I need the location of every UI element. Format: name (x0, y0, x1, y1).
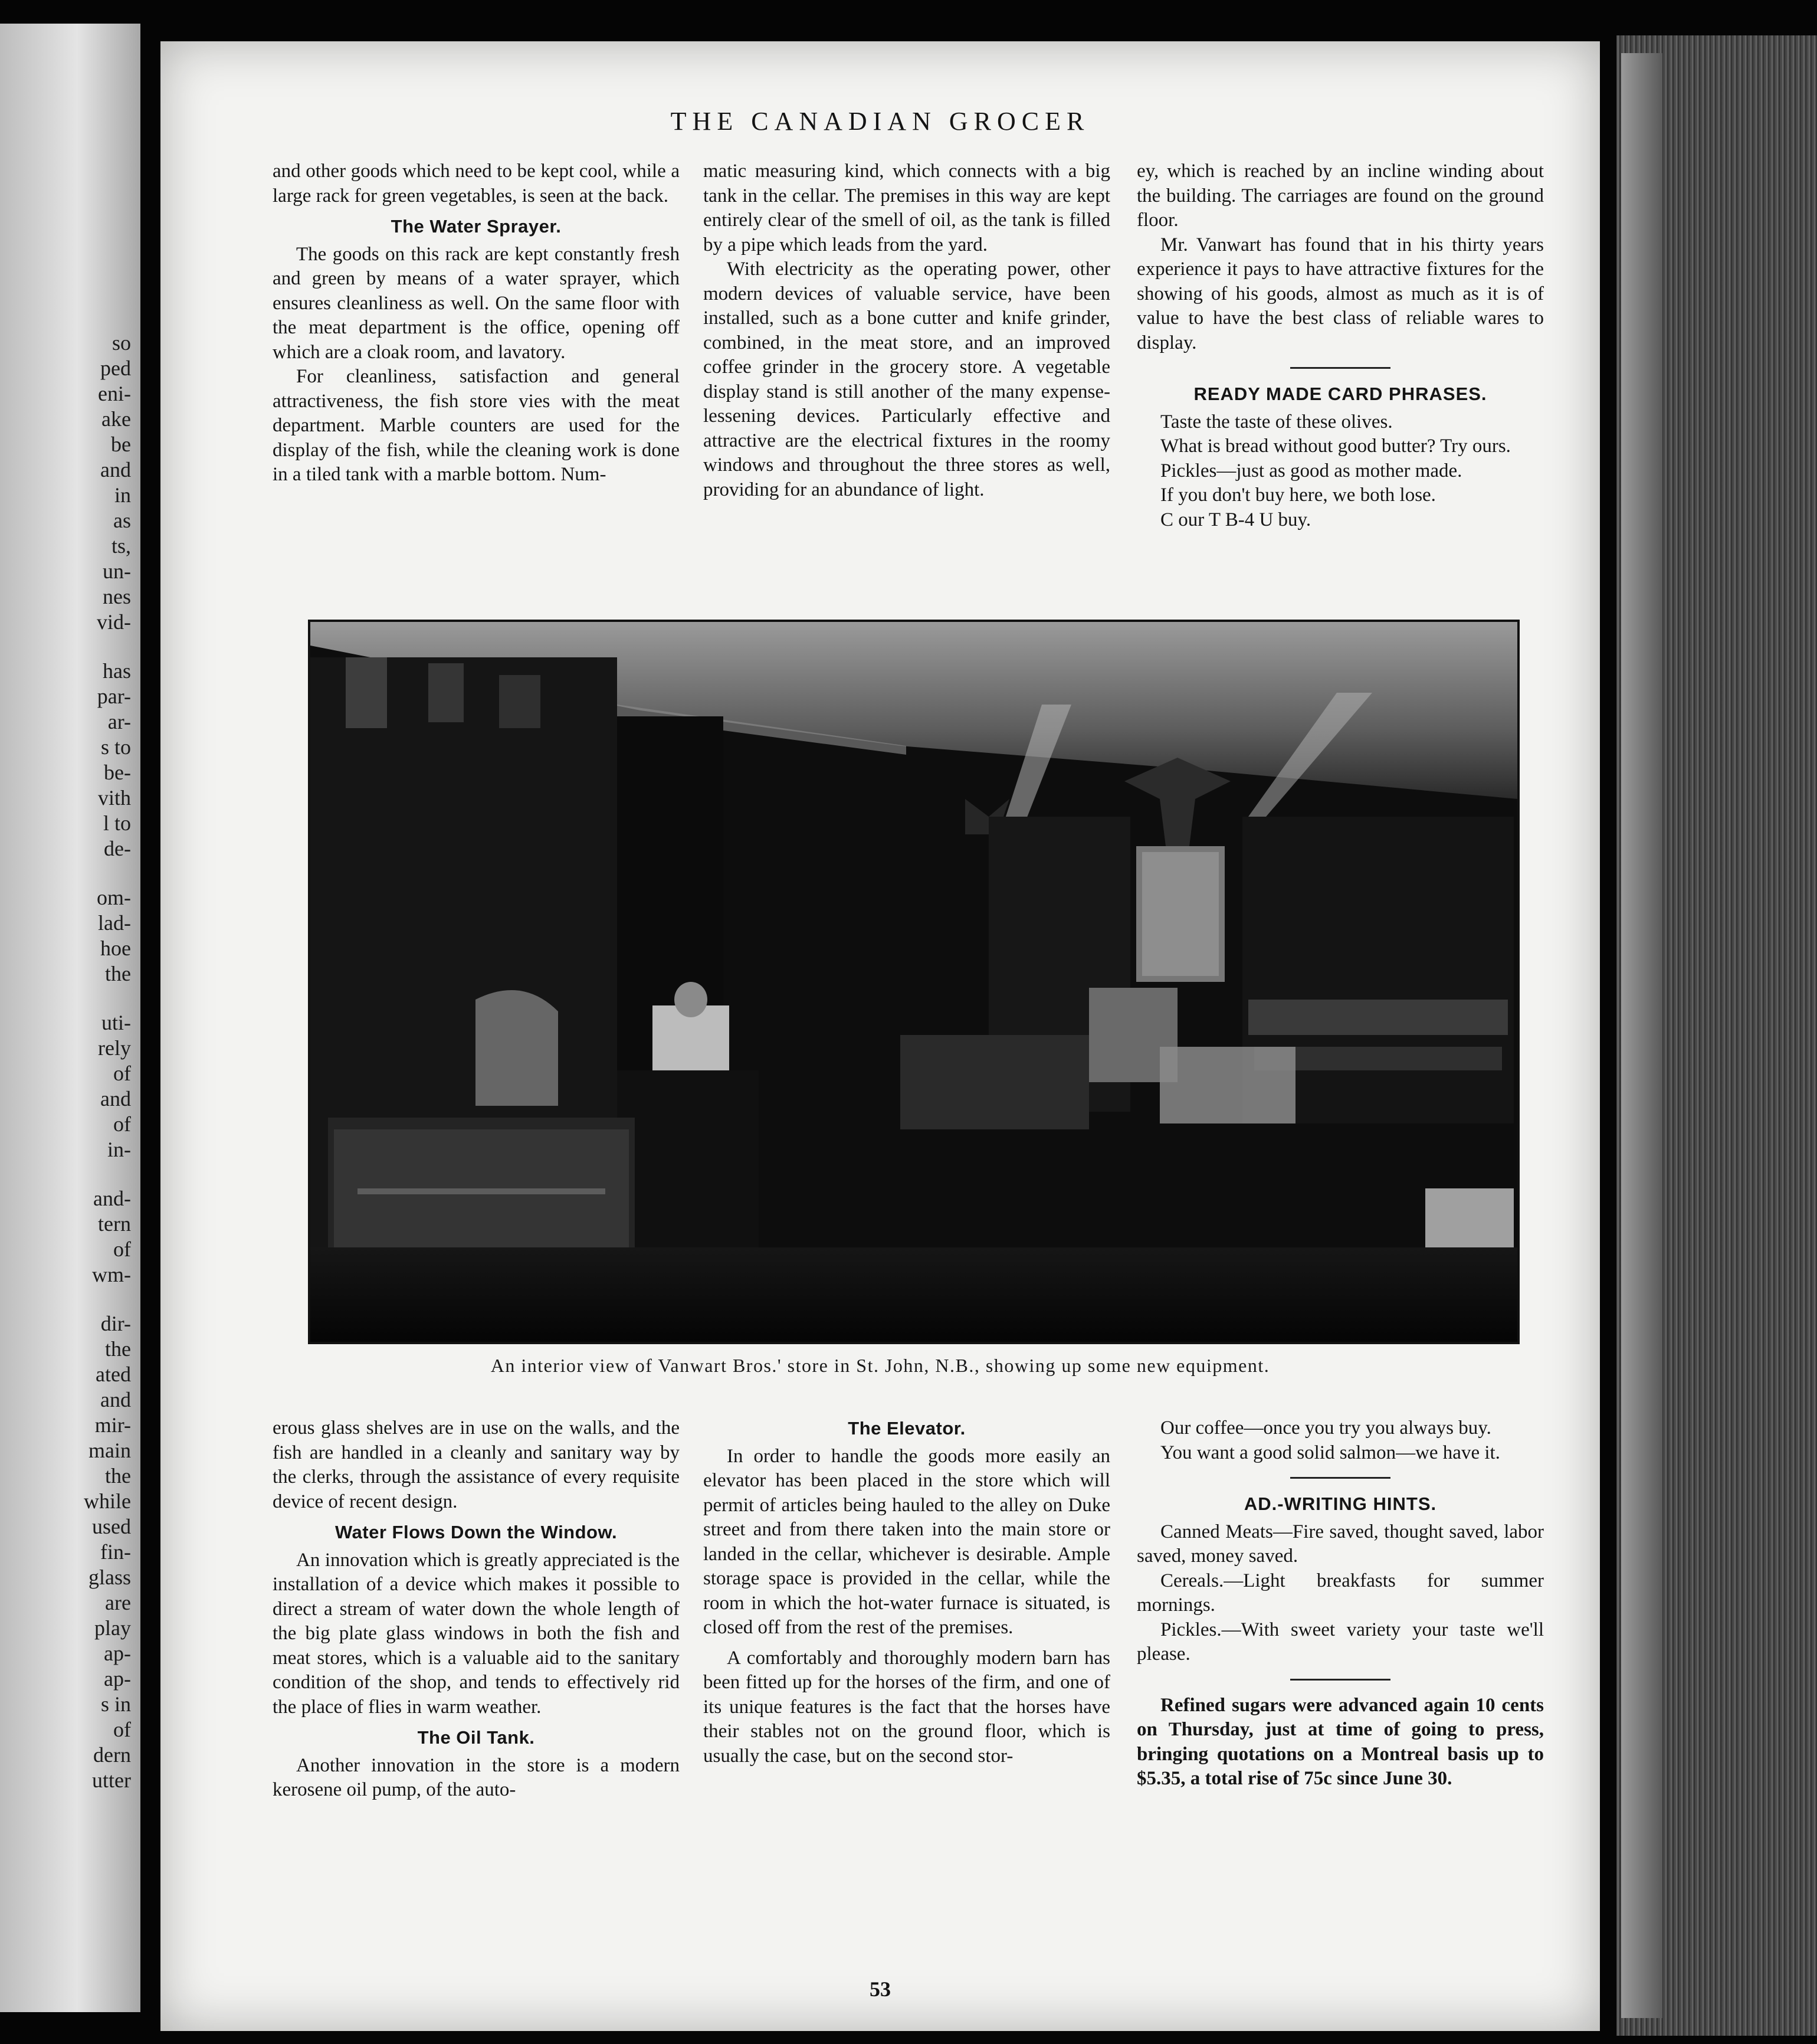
left-page-word-fragment: fin- (100, 1540, 131, 1564)
card-phrase: Pickles—just as good as mother made. (1160, 460, 1462, 481)
left-page-word-fragment: vith (97, 786, 131, 810)
left-page-word-fragment: om- (97, 886, 131, 909)
section-rule (1290, 1477, 1390, 1479)
left-page-word-fragment: wm- (92, 1263, 131, 1286)
paragraph: The goods on this rack are kept constantly fresh and green by means of a water sprayer, which ensures cleanliness as well. On the same floor with the meat department is the office, opening off which are a cloak room, and lavatory. (273, 243, 680, 363)
left-page-word-fragment: dern (93, 1743, 131, 1767)
photo-caption: An interior view of Vanwart Bros.' store in St. John, N.B., showing up some new equipment. (490, 1355, 1270, 1376)
card-phrase: Taste the taste of these olives. (1160, 411, 1393, 433)
section-heading: The Oil Tank. (417, 1727, 535, 1748)
left-page-word-fragment: nes (103, 585, 131, 608)
sugar-price-note: Refined sugars were advanced again 10 cents on Thursday, just at time of going to press, bringing quotations on a Montreal basis up to $5.35, a total rise of 75c since June 30. (1137, 1694, 1544, 1789)
section-heading: The Water Sprayer. (391, 216, 562, 237)
left-page-word-fragment: of (113, 1237, 131, 1261)
left-page-word-fragment: glass (88, 1565, 131, 1589)
card-phrase: You want a good solid salmon—we have it. (1160, 1442, 1500, 1463)
left-page-word-fragment: ap- (104, 1642, 131, 1665)
left-page-word-fragment: in- (107, 1138, 131, 1161)
left-page-word-fragment: be- (104, 761, 131, 784)
left-page-word-fragment: the (105, 1337, 131, 1361)
magazine-page (160, 41, 1600, 2031)
bottom-column-1 (273, 1416, 680, 1803)
left-page-word-fragment: ar- (107, 710, 131, 733)
paragraph: In order to handle the goods more easily an elevator has been placed in the store which will permit of articles being hauled to the alley on Duke street and from there taken into the main store or landed in the cellar, whichever is desirable. Ample storage space is provided in the cellar, while the room in which the hot-water furnace is situated, is closed off from the rest of the premises. (703, 1445, 1110, 1638)
top-column-1 (273, 159, 680, 487)
left-page-word-fragment: and (100, 458, 131, 481)
left-page-word-fragment: ated (96, 1362, 131, 1386)
left-page-word-fragment: dir- (100, 1312, 131, 1335)
left-page-word-fragment: play (94, 1616, 131, 1640)
left-page-word-fragment: and- (93, 1187, 131, 1210)
left-page-word-fragment: and (100, 1087, 131, 1111)
left-page-word-fragment: mir- (94, 1413, 131, 1437)
left-page-word-fragment: has (103, 659, 131, 683)
section-heading: AD.-WRITING HINTS. (1244, 1493, 1437, 1514)
book-spine-shadow (1621, 53, 1662, 2018)
left-page-word-fragment: par- (97, 684, 131, 708)
section-rule (1290, 367, 1390, 369)
left-page-word-fragment: so (111, 331, 131, 355)
paragraph: Another innovation in the store is a modern kerosene oil pump, of the auto- (273, 1754, 680, 1800)
card-phrase: C our T B-4 U buy. (1160, 509, 1311, 530)
bottom-column-2 (703, 1416, 1110, 1768)
running-head: THE CANADIAN GROCER (670, 107, 1090, 136)
left-page-word-fragment: s in (100, 1692, 131, 1716)
section-heading: Water Flows Down the Window. (334, 1522, 618, 1542)
left-page-word-fragment: are (105, 1591, 131, 1614)
page-number: 53 (870, 1977, 891, 2001)
left-page-word-fragment: vid- (97, 610, 131, 634)
section-rule (1290, 1679, 1390, 1681)
left-page-word-fragment: ts, (111, 534, 131, 558)
ad-hint: Cereals.—Light breakfasts for summer mornings. (1137, 1570, 1544, 1616)
left-page-word-fragment: ped (100, 356, 131, 380)
section-heading: The Elevator. (848, 1418, 966, 1439)
card-phrase: Our coffee—once you try you always buy. (1160, 1417, 1491, 1439)
left-page-word-fragment: while (84, 1489, 131, 1513)
left-page-word-fragment: in (114, 483, 131, 507)
top-column-3 (1137, 159, 1544, 532)
left-page-word-fragment: and (100, 1388, 131, 1411)
paragraph: matic measuring kind, which connects with a big tank in the cellar. The premises in this way are kept entirely clear of the smell of oil, as the tank is filled by a pipe which leads from the yard. (703, 160, 1110, 255)
paragraph: An innovation which is greatly appreciated is the installation of a device which makes it possible to direct a stream of water down the whole length of the big plate glass windows in both the fish and meat stores, which is a valuable aid to the sanitary condition of the shop, and tends to effectively rid the place of flies in warm weather. (273, 1549, 680, 1718)
paragraph: Mr. Vanwart has found that in his thirty years experience it pays to have attractive fixtures for the showing of his goods, almost as much as it is of value to have the best class of reliable wares to display. (1137, 234, 1544, 353)
left-page-word-fragment: main (88, 1439, 131, 1462)
left-page-word-fragment: un- (103, 559, 131, 583)
store-interior-photo (308, 620, 1520, 1344)
left-page-word-fragment: eni- (98, 382, 131, 405)
left-page-word-fragment: l to (103, 811, 131, 835)
left-page-word-fragment: ap- (104, 1667, 131, 1691)
card-phrase: If you don't buy here, we both lose. (1160, 484, 1436, 506)
left-page-word-fragment: of (113, 1112, 131, 1136)
top-column-2 (703, 159, 1110, 502)
ad-hint: Canned Meats—Fire saved, thought saved, labor saved, money saved. (1137, 1521, 1544, 1567)
bottom-column-3 (1137, 1416, 1544, 1791)
left-page-word-fragment: ake (101, 407, 131, 431)
left-page-word-fragment: of (113, 1062, 131, 1085)
paragraph: A comfortably and thoroughly modern barn has been fitted up for the horses of the firm, and one of its unique features is the fact that the horses have their stables not on the ground floor, which is usually the case, but on the second stor- (703, 1647, 1110, 1767)
left-page-word-fragment: tern (98, 1212, 131, 1236)
previous-page-edge (0, 24, 140, 2012)
left-page-word-fragment: be (111, 433, 131, 456)
left-page-word-fragment: lad- (98, 911, 131, 935)
section-heading: READY MADE CARD PHRASES. (1193, 384, 1487, 404)
left-page-word-fragment: de- (104, 837, 131, 860)
card-phrase: What is bread without good butter? Try ours. (1160, 435, 1511, 457)
paragraph: and other goods which need to be kept cool, while a large rack for green vegetables, is seen at the back. (273, 160, 680, 207)
left-page-word-fragment: the (105, 1464, 131, 1488)
left-page-word-fragment: utter (92, 1768, 131, 1792)
left-page-word-fragment: s to (100, 735, 131, 759)
left-page-word-fragment: uti- (101, 1011, 131, 1034)
left-page-word-fragment: hoe (100, 936, 131, 960)
left-page-word-fragment: of (113, 1718, 131, 1741)
left-page-word-fragment: the (105, 962, 131, 985)
left-page-word-fragment: used (92, 1515, 131, 1538)
left-page-word-fragment: as (113, 509, 131, 532)
paragraph: ey, which is reached by an incline winding about the building. The carriages are found on the ground floor. (1137, 160, 1544, 231)
ad-hint: Pickles.—With sweet variety your taste we'll please. (1137, 1619, 1544, 1665)
paragraph: For cleanliness, satisfaction and general attractiveness, the fish store vies with the meat department. Marble counters are used for the display of the fish, while the cleaning work is done in a tiled tank with a marble bottom. Num- (273, 366, 680, 485)
paragraph: With electricity as the operating power, other modern devices of valuable service, have been installed, such as a bone cutter and knife grinder, combined, in the meat store, and an improved coffee grinder in the grocery store. A vegetable display stand is still another of the many expense-lessening devices. Particularly effective and attractive are the electrical fixtures in the roomy windows and throughout the three stores as well, providing for an abundance of light. (703, 258, 1110, 500)
paragraph: erous glass shelves are in use on the walls, and the fish are handled in a cleanly and sanitary way by the clerks, through the assistance of every requisite device of recent design. (273, 1417, 680, 1512)
left-page-word-fragment: rely (98, 1036, 131, 1060)
